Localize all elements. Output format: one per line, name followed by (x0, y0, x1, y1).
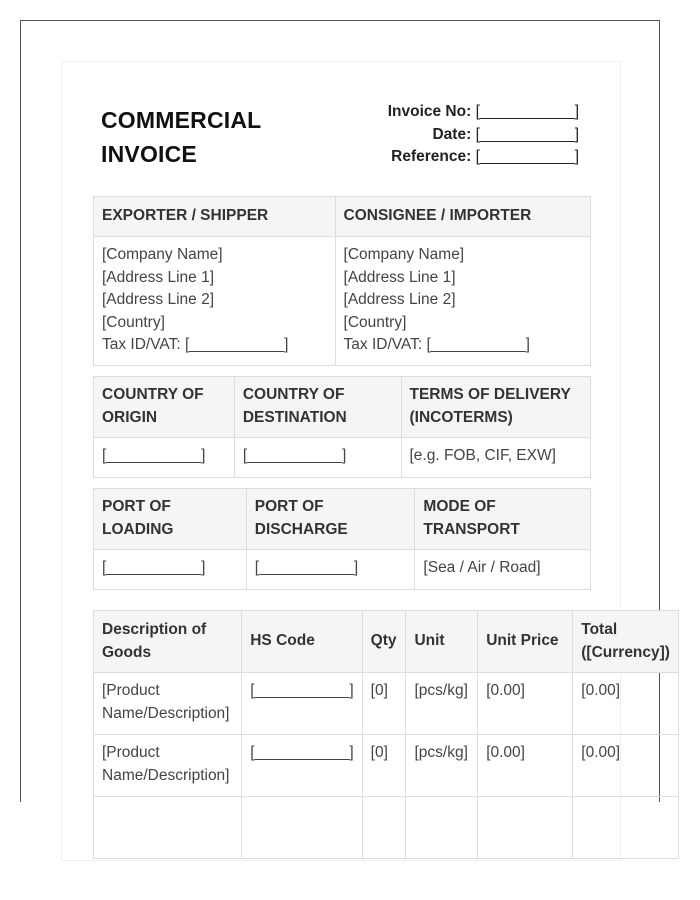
country-terms-table (93, 376, 591, 478)
row-qty: [0] (362, 735, 406, 797)
document-frame (20, 20, 670, 802)
country-of-destination-header (234, 377, 401, 438)
terms-of-delivery-header (401, 377, 591, 438)
description-header (94, 611, 242, 673)
row-hs-code: [___________] (242, 735, 362, 797)
invoice-no-row (388, 101, 579, 124)
total-header-line-2: ([Currency]) (581, 643, 670, 661)
row-description-line-1: [Product (102, 682, 160, 699)
row-description-line-2: Name/Description] (102, 766, 230, 784)
reference-row (388, 146, 579, 169)
invoice-no-value: [___________] (475, 103, 579, 120)
title-line-2: INVOICE (101, 141, 197, 167)
row-description (94, 673, 242, 735)
country-of-destination-value: [___________] (234, 438, 401, 478)
loading-header-line-1: PORT OF (102, 498, 171, 515)
exporter-address-2: [Address Line 2] (102, 291, 215, 308)
goods-table (93, 610, 679, 859)
row-qty: [0] (362, 673, 406, 735)
exporter-country: [Country] (102, 313, 165, 331)
total-header (573, 611, 679, 673)
origin-header-line-1: COUNTRY OF (102, 386, 204, 403)
unit-header: Unit (406, 611, 478, 673)
consignee-address-2: [Address Line 2] (343, 291, 456, 308)
mode-of-transport-value: [Sea / Air / Road] (415, 550, 591, 590)
port-of-discharge-value: [___________] (246, 550, 415, 590)
port-of-loading-header (94, 489, 247, 550)
destination-header-line-1: COUNTRY OF (242, 386, 345, 403)
exporter-header: EXPORTER / SHIPPER (94, 197, 336, 237)
invoice-meta (388, 101, 579, 169)
consignee-company: [Company Name] (343, 246, 465, 263)
row-description-line-1: [Product (102, 744, 160, 761)
date-row (388, 124, 579, 147)
table-row (94, 673, 679, 735)
unit-price-header: Unit Price (478, 611, 573, 673)
exporter-company: [Company Name] (102, 246, 223, 263)
title-line-1: COMMERCIAL (101, 107, 262, 133)
country-of-origin-value: [___________] (94, 438, 235, 478)
terms-header-line-1: TERMS OF DELIVERY (409, 386, 571, 403)
destination-header-line-2: DESTINATION (242, 408, 347, 426)
invoice-no-label: Invoice No: (387, 103, 472, 120)
row-total: [0.00] (573, 735, 679, 797)
consignee-tax-id: Tax ID/VAT: [___________] (343, 336, 530, 353)
country-of-origin-header (94, 377, 235, 438)
row-description-line-2: Name/Description] (102, 704, 230, 722)
consignee-details (335, 237, 590, 366)
description-header-line-1: Description of (102, 621, 207, 638)
consignee-address-1: [Address Line 1] (343, 268, 456, 286)
mode-header-line-1: MODE OF (423, 498, 496, 515)
consignee-header: CONSIGNEE / IMPORTER (335, 197, 590, 237)
total-header-line-1: Total (581, 621, 618, 638)
table-row (94, 735, 679, 797)
row-unit: [pcs/kg] (406, 735, 478, 797)
row-unit-price: [0.00] (478, 673, 573, 735)
row-unit-price: [0.00] (478, 735, 573, 797)
terms-header-line-2: (INCOTERMS) (409, 408, 513, 426)
invoice-title (101, 103, 261, 171)
hs-code-header: HS Code (242, 611, 362, 673)
exporter-details (94, 237, 336, 366)
table-row (94, 797, 679, 859)
reference-value: [___________] (475, 148, 579, 165)
port-of-discharge-header (246, 489, 415, 550)
mode-of-transport-header (415, 489, 591, 550)
exporter-tax-id: Tax ID/VAT: [___________] (102, 336, 289, 353)
qty-header: Qty (362, 611, 406, 673)
row-unit: [pcs/kg] (406, 673, 478, 735)
exporter-address-1: [Address Line 1] (102, 268, 215, 286)
discharge-header-line-2: DISCHARGE (254, 520, 348, 538)
mode-header-line-2: TRANSPORT (423, 520, 520, 538)
reference-label: Reference: (391, 148, 472, 165)
origin-header-line-2: ORIGIN (102, 408, 158, 426)
port-of-loading-value: [___________] (94, 550, 247, 590)
loading-header-line-2: LOADING (102, 520, 174, 538)
consignee-country: [Country] (343, 313, 407, 331)
description-header-line-2: Goods (102, 643, 152, 661)
terms-of-delivery-value: [e.g. FOB, CIF, EXW] (401, 438, 591, 478)
discharge-header-line-1: PORT OF (254, 498, 324, 515)
row-hs-code: [___________] (242, 673, 362, 735)
row-total: [0.00] (573, 673, 679, 735)
row-description (94, 735, 242, 797)
parties-table (93, 196, 591, 366)
date-value: [___________] (475, 125, 579, 143)
ports-table (93, 488, 591, 590)
date-label: Date: (432, 125, 472, 143)
